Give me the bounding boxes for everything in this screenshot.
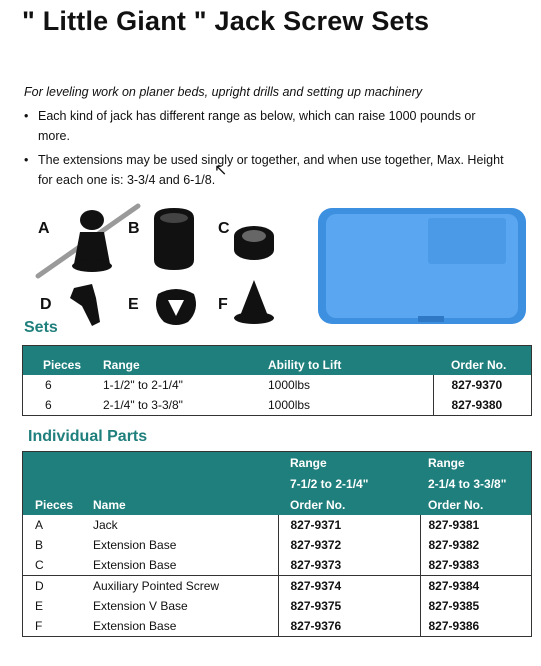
bullet-icon: • [24,109,29,123]
cell: 6 [45,398,52,412]
individual-parts-heading: Individual Parts [28,428,148,445]
cell: 2-1/4" to 3-3/8" [103,398,183,412]
cell: D [23,576,94,597]
bullet-icon: • [24,153,29,167]
cell: 6 [45,378,52,392]
cell: 1-1/2" to 2-1/4" [103,378,183,392]
cell: 827-9370 [433,375,532,395]
col-header: Ability to Lift [268,346,433,376]
storage-case-image [316,204,528,328]
part-label-d: D [40,296,52,313]
table-row [23,576,532,597]
cell: 827-9381 [420,515,532,535]
part-label-b: B [128,220,140,237]
order-label-1: Order No. [278,494,420,515]
sets-heading: Sets [24,319,58,336]
cell: Auxiliary Pointed Screw [93,576,278,597]
cell: 827-9386 [420,616,532,637]
bullet-text: The extensions may be used singly or together, and when use together, Max. Height for each one is: 3-3/4 and 6-1/8. [38,153,504,187]
mouse-cursor-icon: ↖ [214,162,228,179]
sets-table [22,345,532,416]
col-header: Pieces [23,346,104,376]
range-label-2: Range [420,452,532,474]
col-header: Order No. [433,346,532,376]
cell: Extension Base [93,619,177,633]
col-header: Range [103,346,268,376]
col-header: Pieces [23,494,94,515]
cell: 827-9371 [278,515,420,535]
cell: 827-9373 [278,555,420,576]
cell: 827-9372 [278,535,420,555]
parts-photo [30,198,300,328]
part-label-f: F [218,296,228,313]
table-row [23,375,532,395]
range-label-1: Range [278,452,420,474]
table-row [23,555,532,576]
cell: A [35,518,44,532]
table-row [23,535,532,555]
cell: 827-9385 [420,596,532,616]
range-value-2: 2-1/4 to 3-3/8" [420,473,532,494]
feature-list [24,106,504,194]
bullet-text: Each kind of jack has different range as below, which can raise 1000 pounds or more. [38,109,476,143]
cell: 827-9382 [420,535,532,555]
cell: 827-9383 [420,555,532,576]
table-row [23,596,532,616]
cell: 1000lbs [268,378,311,392]
table-row [23,616,532,637]
part-label-e: E [128,296,139,313]
range-value-1: 7-1/2 to 2-1/4" [278,473,420,494]
page-title: " Little Giant " Jack Screw Sets [22,6,430,36]
cell: 827-9384 [420,576,532,597]
cell: 827-9374 [278,576,420,597]
cell: Extension Base [93,558,177,572]
intro-text: For leveling work on planer beds, upright drills and setting up machinery [24,85,423,99]
cell: Extension Base [93,538,177,552]
cell: F [35,619,43,633]
cell: E [35,599,44,613]
cell: Jack [93,518,118,532]
cell: 1000lbs [268,398,311,412]
part-label-c: C [218,220,230,237]
cell: B [35,538,44,552]
cell: 827-9376 [278,616,420,637]
cell: C [35,558,44,572]
cell: Extension V Base [93,599,188,613]
cell: 827-9375 [278,596,420,616]
col-header: Name [93,494,278,515]
table-row [23,395,532,416]
cell: 827-9380 [433,395,532,416]
parts-illustration [30,198,300,328]
list-item [24,150,504,190]
list-item [24,106,504,146]
part-label-a: A [38,220,50,237]
table-row [23,515,532,535]
individual-parts-table [22,451,532,637]
order-label-2: Order No. [420,494,532,515]
